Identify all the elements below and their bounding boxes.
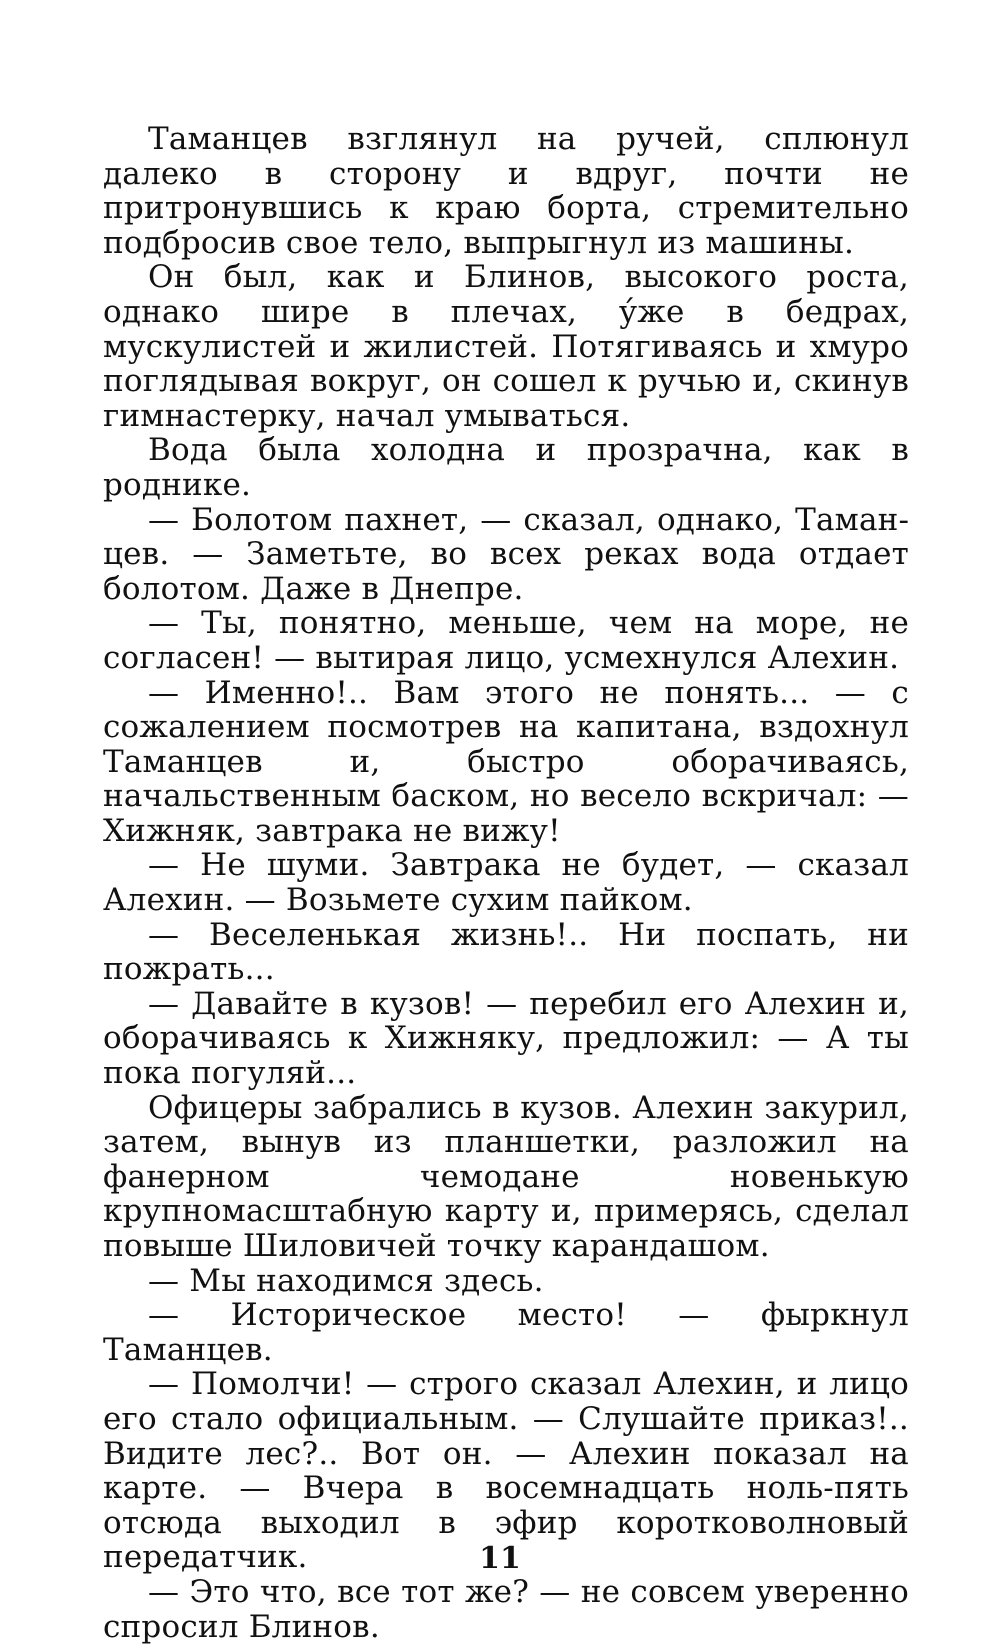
paragraph: Он был, как и Блинов, высокого роста, однако шире в плечах, у́же в бедрах, мускулистей и жилистей. Потягиваясь и хмуро поглядывая вокруг, он сошел к ручью и, скинув гимнастерку, начал умываться. bbox=[103, 259, 909, 434]
dialogue-line: — Мы находимся здесь. bbox=[148, 1262, 544, 1299]
dialogue-line: — Именно!.. Вам этого не понять... — с сожалением посмотрев на капитана, вздохнул Таманцев и, быстро оборачиваясь, начальственным баском, но весело вскричал: — Хижняк, завтрака не вижу! bbox=[103, 674, 909, 849]
dialogue-line: — Не шуми. Завтрака не будет, — сказал Алехин. — Возьмете сухим пайком. bbox=[103, 847, 909, 919]
body-text bbox=[103, 122, 909, 1644]
dialogue-line: — Помолчи! — строго сказал Алехин, и лицо его стало официальным. — Слушайте приказ!.. Видите лес?.. Вот он. — Алехин показал на карте. — Вчера в восемнадцать ноль-пять отсюда выходил в эфир коротковолновый передатчик. bbox=[103, 1366, 909, 1576]
dialogue-line: — Историческое место! — фыркнул Таманцев. bbox=[103, 1297, 909, 1368]
dialogue-line: — Давайте в кузов! — перебил его Алехин и, оборачиваясь к Хижняку, предложил: — А ты пока погуляй... bbox=[103, 985, 909, 1092]
dialogue-line: — Болотом пахнет, — сказал, однако, Таманцев. — Заметьте, во всех реках вода отдает болотом. Даже в Днепре. bbox=[103, 501, 909, 607]
dialogue-line: — Это что, все тот же? — не совсем уверенно спросил Блинов. bbox=[103, 1573, 909, 1645]
paragraph: Офицеры забрались в кузов. Алехин закурил, затем, вынув из планшетки, разложил на фанерном чемодане новенькую крупномасштабную карту и, примерясь, сделал повыше Шиловичей точку карандашом. bbox=[103, 1089, 909, 1264]
dialogue-line: — Веселенькая жизнь!.. Ни поспать, ни пожрать... bbox=[103, 916, 909, 988]
dialogue-line: — Ты, понятно, меньше, чем на море, не согласен! — вытирая лицо, усмехнулся Алехин. bbox=[103, 605, 909, 676]
paragraph: Таманцев взглянул на ручей, сплюнул далеко в сторону и вдруг, почти не притронувшись к краю борта, стремительно подбросив свое тело, выпрыгнул из машины. bbox=[103, 121, 909, 261]
page-number: 11 bbox=[479, 1541, 521, 1576]
paragraph: Вода была холодна и прозрачна, как в роднике. bbox=[103, 432, 909, 503]
